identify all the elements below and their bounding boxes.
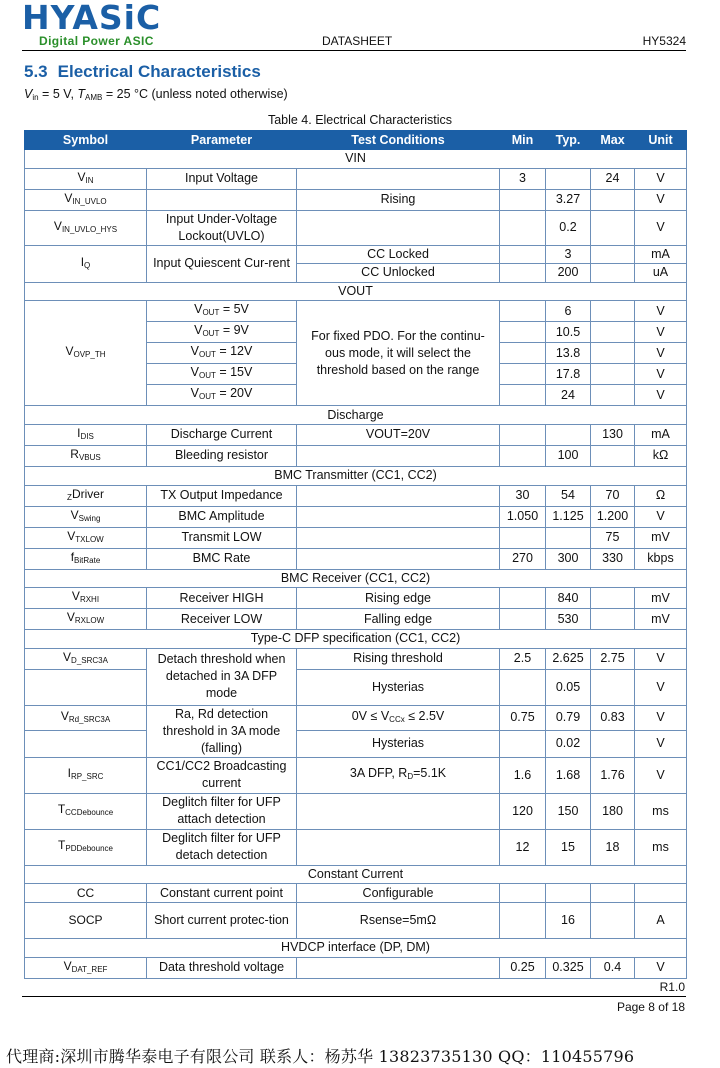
min-cell: 120 (500, 793, 546, 829)
typ-cell: 0.2 (546, 210, 591, 245)
table-row (25, 957, 687, 978)
table-row (25, 245, 687, 264)
section-title (24, 62, 261, 82)
parameter-cell: Short current protec-tion (147, 902, 297, 938)
min-cell (500, 730, 546, 757)
unit-cell: V (635, 757, 687, 793)
table-row (25, 648, 687, 669)
min-cell: 30 (500, 485, 546, 506)
table-row (25, 588, 687, 609)
condition-cell: $0V \le V_{CCx} \le 2.5V$ (297, 705, 500, 730)
unit-cell: ms (635, 793, 687, 829)
symbol-cell: $V_{IN}$ (25, 168, 147, 189)
table-row (25, 189, 687, 210)
unit-cell: kΩ (635, 445, 687, 466)
table-caption: Table 4. Electrical Characteristics (267, 113, 453, 127)
max-cell (591, 730, 635, 757)
max-cell: 130 (591, 424, 635, 445)
condition-cell: Falling edge (297, 609, 500, 630)
condition-cell: Hysterias (297, 669, 500, 705)
section-label-bmc-tx: BMC Transmitter (CC1, CC2) (25, 466, 687, 485)
table-row (25, 485, 687, 506)
table-row (25, 609, 687, 630)
condition-cell: For fixed PDO. For the continu-ous mode, it will select the threshold based on the range (297, 301, 500, 406)
min-cell (500, 385, 546, 406)
unit-cell: V (635, 189, 687, 210)
unit-cell: uA (635, 264, 687, 283)
section-label-vout: VOUT (25, 282, 687, 301)
table-row (25, 793, 687, 829)
condition-cell: Configurable (297, 884, 500, 903)
typ-cell: 10.5 (546, 322, 591, 343)
typ-cell: 0.325 (546, 957, 591, 978)
condition-cell: Rising (297, 189, 500, 210)
unit-cell: ms (635, 829, 687, 865)
max-cell: 330 (591, 548, 635, 569)
footer-divider (22, 996, 686, 997)
min-cell: 0.25 (500, 957, 546, 978)
typ-cell: 16 (546, 902, 591, 938)
unit-cell: mA (635, 424, 687, 445)
condition-cell: 3A DFP, $R_D=5.1K$ (297, 757, 500, 793)
parameter-cell: Input Voltage (147, 168, 297, 189)
parameter-cell: BMC Rate (147, 548, 297, 569)
symbol-cell: $V_{Rd\_SRC3A}$ (25, 705, 147, 730)
condition-cell: CC Unlocked (297, 264, 500, 283)
parameter-cell: Bleeding resistor (147, 445, 297, 466)
condition-cell: CC Locked (297, 245, 500, 264)
typ-cell: 24 (546, 385, 591, 406)
max-cell: 75 (591, 527, 635, 548)
min-cell (500, 301, 546, 322)
parameter-cell: Ra, Rd detection threshold in 3A mode (falling) (147, 705, 297, 757)
parameter-cell: Receiver HIGH (147, 588, 297, 609)
symbol-cell: $T_{CCDebounce}$ (25, 793, 147, 829)
unit-cell: Ω (635, 485, 687, 506)
min-cell: 1.050 (500, 506, 546, 527)
condition-cell (297, 527, 500, 548)
min-cell: 270 (500, 548, 546, 569)
parameter-cell: Deglitch filter for UFP attach detection (147, 793, 297, 829)
parameter-cell (147, 189, 297, 210)
table-row (25, 301, 687, 322)
max-cell: 0.4 (591, 957, 635, 978)
table-row (25, 445, 687, 466)
symbol-cell: $f_{BitRate}$ (25, 548, 147, 569)
symbol-cell: $V_{D\_SRC3A}$ (25, 648, 147, 669)
unit-cell: mV (635, 588, 687, 609)
col-header-parameter: Parameter (147, 131, 297, 150)
min-cell (500, 264, 546, 283)
section-label-vin: VIN (25, 150, 687, 169)
parameter-cell: Discharge Current (147, 424, 297, 445)
logo-tagline: Digital Power ASIC (39, 34, 154, 48)
symbol-cell: $V_{RXHI}$ (25, 588, 147, 609)
symbol-cell: $V_{Swing}$ (25, 506, 147, 527)
max-cell: 180 (591, 793, 635, 829)
typ-cell: 15 (546, 829, 591, 865)
section-label-typec: Type-C DFP specification (CC1, CC2) (25, 630, 687, 649)
typ-cell: 840 (546, 588, 591, 609)
header-part-number: HY5324 (642, 34, 686, 48)
parameter-cell: Input Quiescent Cur-rent (147, 245, 297, 282)
min-cell (500, 189, 546, 210)
condition-cell: Rising threshold (297, 648, 500, 669)
max-cell (591, 445, 635, 466)
max-cell (591, 609, 635, 630)
section-row (25, 569, 687, 588)
unit-cell: V (635, 730, 687, 757)
typ-cell: 6 (546, 301, 591, 322)
max-cell: 70 (591, 485, 635, 506)
symbol-cell: $I_Q$ (25, 245, 147, 282)
unit-cell (635, 884, 687, 903)
condition-cell (297, 506, 500, 527)
min-cell (500, 669, 546, 705)
min-cell (500, 445, 546, 466)
typ-cell (546, 527, 591, 548)
parameter-cell: $V_{OUT} = 5V$ (147, 301, 297, 322)
max-cell (591, 588, 635, 609)
typ-cell: 100 (546, 445, 591, 466)
unit-cell: V (635, 385, 687, 406)
min-cell (500, 245, 546, 264)
unit-cell: V (635, 364, 687, 385)
table-row (25, 902, 687, 938)
test-conditions-note: $V_{in} = 5$ V, $T_{AMB} = 25$ °C (unless noted otherwise) (24, 87, 288, 102)
min-cell: 12 (500, 829, 546, 865)
unit-cell: A (635, 902, 687, 938)
condition-cell: Rsense=5mΩ (297, 902, 500, 938)
min-cell (500, 343, 546, 364)
min-cell: 3 (500, 168, 546, 189)
min-cell (500, 424, 546, 445)
section-row (25, 150, 687, 169)
condition-cell (297, 168, 500, 189)
condition-cell (297, 210, 500, 245)
max-cell (591, 884, 635, 903)
section-row (25, 406, 687, 425)
col-header-typ: Typ. (546, 131, 591, 150)
table-row (25, 210, 687, 245)
unit-cell: mV (635, 609, 687, 630)
min-cell: 0.75 (500, 705, 546, 730)
parameter-cell: $V_{OUT} = 20V$ (147, 385, 297, 406)
table-row (25, 705, 687, 730)
typ-cell (546, 424, 591, 445)
symbol-cell: $T_{PDDebounce}$ (25, 829, 147, 865)
min-cell (500, 527, 546, 548)
unit-cell: mA (635, 245, 687, 264)
section-title-text: Electrical Characteristics (57, 62, 261, 81)
symbol-cell: CC (25, 884, 147, 903)
min-cell (500, 210, 546, 245)
min-cell (500, 588, 546, 609)
parameter-cell: TX Output Impedance (147, 485, 297, 506)
symbol-cell (25, 669, 147, 705)
symbol-cell: $V_{OVP\_TH}$ (25, 301, 147, 406)
condition-cell: Rising edge (297, 588, 500, 609)
table-row (25, 548, 687, 569)
table-header-row (25, 131, 687, 150)
condition-cell (297, 957, 500, 978)
table-row (25, 757, 687, 793)
table-row (25, 168, 687, 189)
col-header-max: Max (591, 131, 635, 150)
unit-cell: V (635, 301, 687, 322)
table-row (25, 829, 687, 865)
min-cell (500, 902, 546, 938)
max-cell (591, 264, 635, 283)
max-cell (591, 669, 635, 705)
max-cell (591, 364, 635, 385)
symbol-cell: $R_{VBUS}$ (25, 445, 147, 466)
condition-cell: Hysterias (297, 730, 500, 757)
symbol-cell: $I_{DIS}$ (25, 424, 147, 445)
distributor-contact-line: 代理商:深圳市腾华泰电子有限公司 联系人：杨苏华 13823735130 QQ：110455796 (6, 1047, 635, 1066)
typ-cell: 3 (546, 245, 591, 264)
section-row (25, 282, 687, 301)
symbol-cell: $_Z$Driver (25, 485, 147, 506)
footer-revision: R1.0 (659, 980, 685, 994)
symbol-cell (25, 730, 147, 757)
electrical-characteristics-table (24, 130, 686, 979)
parameter-cell: Receiver LOW (147, 609, 297, 630)
header-doc-type: DATASHEET (322, 34, 393, 48)
min-cell (500, 609, 546, 630)
parameter-cell: $V_{OUT} = 12V$ (147, 343, 297, 364)
symbol-cell: $I_{RP\_SRC}$ (25, 757, 147, 793)
min-cell (500, 884, 546, 903)
parameter-cell: $V_{OUT} = 9V$ (147, 322, 297, 343)
parameter-cell: Data threshold voltage (147, 957, 297, 978)
parameter-cell: Constant current point (147, 884, 297, 903)
parameter-cell: Input Under-Voltage Lockout(UVLO) (147, 210, 297, 245)
typ-cell: 1.125 (546, 506, 591, 527)
parameter-cell: Deglitch filter for UFP detach detection (147, 829, 297, 865)
company-logo: HYASiC (22, 0, 162, 37)
section-label-bmc-rx: BMC Receiver (CC1, CC2) (25, 569, 687, 588)
condition-cell (297, 445, 500, 466)
condition-cell: VOUT=20V (297, 424, 500, 445)
symbol-cell: $V_{DAT\_REF}$ (25, 957, 147, 978)
typ-cell: 1.68 (546, 757, 591, 793)
condition-cell (297, 829, 500, 865)
unit-cell: V (635, 957, 687, 978)
unit-cell: V (635, 705, 687, 730)
typ-cell: 3.27 (546, 189, 591, 210)
table-row (25, 506, 687, 527)
condition-cell (297, 793, 500, 829)
condition-cell (297, 485, 500, 506)
table-row (25, 669, 687, 705)
unit-cell: V (635, 168, 687, 189)
max-cell (591, 902, 635, 938)
max-cell (591, 210, 635, 245)
col-header-unit: Unit (635, 131, 687, 150)
header-divider (22, 50, 686, 51)
footer-page-number: Page 8 of 18 (616, 1000, 685, 1014)
typ-cell: 0.02 (546, 730, 591, 757)
max-cell (591, 301, 635, 322)
parameter-cell: BMC Amplitude (147, 506, 297, 527)
typ-cell: 0.05 (546, 669, 591, 705)
min-cell (500, 364, 546, 385)
symbol-cell: $V_{RXLOW}$ (25, 609, 147, 630)
max-cell: 24 (591, 168, 635, 189)
max-cell: 2.75 (591, 648, 635, 669)
section-row (25, 630, 687, 649)
col-header-min: Min (500, 131, 546, 150)
symbol-cell: $V_{IN\_UVLO\_HYS}$ (25, 210, 147, 245)
unit-cell: V (635, 343, 687, 364)
typ-cell: 300 (546, 548, 591, 569)
parameter-cell: Transmit LOW (147, 527, 297, 548)
max-cell (591, 343, 635, 364)
typ-cell: 17.8 (546, 364, 591, 385)
col-header-symbol: Symbol (25, 131, 147, 150)
unit-cell: V (635, 669, 687, 705)
table-row (25, 424, 687, 445)
typ-cell: 0.79 (546, 705, 591, 730)
section-label-discharge: Discharge (25, 406, 687, 425)
section-label-hvdcp: HVDCP interface (DP, DM) (25, 938, 687, 957)
typ-cell (546, 884, 591, 903)
typ-cell: 54 (546, 485, 591, 506)
max-cell: 1.76 (591, 757, 635, 793)
max-cell (591, 322, 635, 343)
section-row (25, 466, 687, 485)
max-cell (591, 189, 635, 210)
max-cell: 18 (591, 829, 635, 865)
typ-cell: 150 (546, 793, 591, 829)
max-cell: 0.83 (591, 705, 635, 730)
unit-cell: V (635, 210, 687, 245)
parameter-cell: CC1/CC2 Broadcasting current (147, 757, 297, 793)
section-row (25, 865, 687, 884)
typ-cell: 13.8 (546, 343, 591, 364)
col-header-test-conditions: Test Conditions (297, 131, 500, 150)
symbol-cell: $V_{IN\_UVLO}$ (25, 189, 147, 210)
table-row (25, 884, 687, 903)
max-cell (591, 245, 635, 264)
typ-cell (546, 168, 591, 189)
min-cell: 2.5 (500, 648, 546, 669)
unit-cell: V (635, 648, 687, 669)
parameter-cell: Detach threshold when detached in 3A DFP mode (147, 648, 297, 705)
section-number: 5.3 (24, 62, 48, 81)
section-label-cc: Constant Current (25, 865, 687, 884)
unit-cell: mV (635, 527, 687, 548)
unit-cell: V (635, 506, 687, 527)
max-cell: 1.200 (591, 506, 635, 527)
typ-cell: 200 (546, 264, 591, 283)
max-cell (591, 385, 635, 406)
min-cell (500, 322, 546, 343)
min-cell: 1.6 (500, 757, 546, 793)
unit-cell: V (635, 322, 687, 343)
unit-cell: kbps (635, 548, 687, 569)
table-row (25, 527, 687, 548)
table-row (25, 730, 687, 757)
typ-cell: 530 (546, 609, 591, 630)
parameter-cell: $V_{OUT} = 15V$ (147, 364, 297, 385)
section-row (25, 938, 687, 957)
typ-cell: 2.625 (546, 648, 591, 669)
condition-cell (297, 548, 500, 569)
symbol-cell: $V_{TXLOW}$ (25, 527, 147, 548)
symbol-cell: SOCP (25, 902, 147, 938)
